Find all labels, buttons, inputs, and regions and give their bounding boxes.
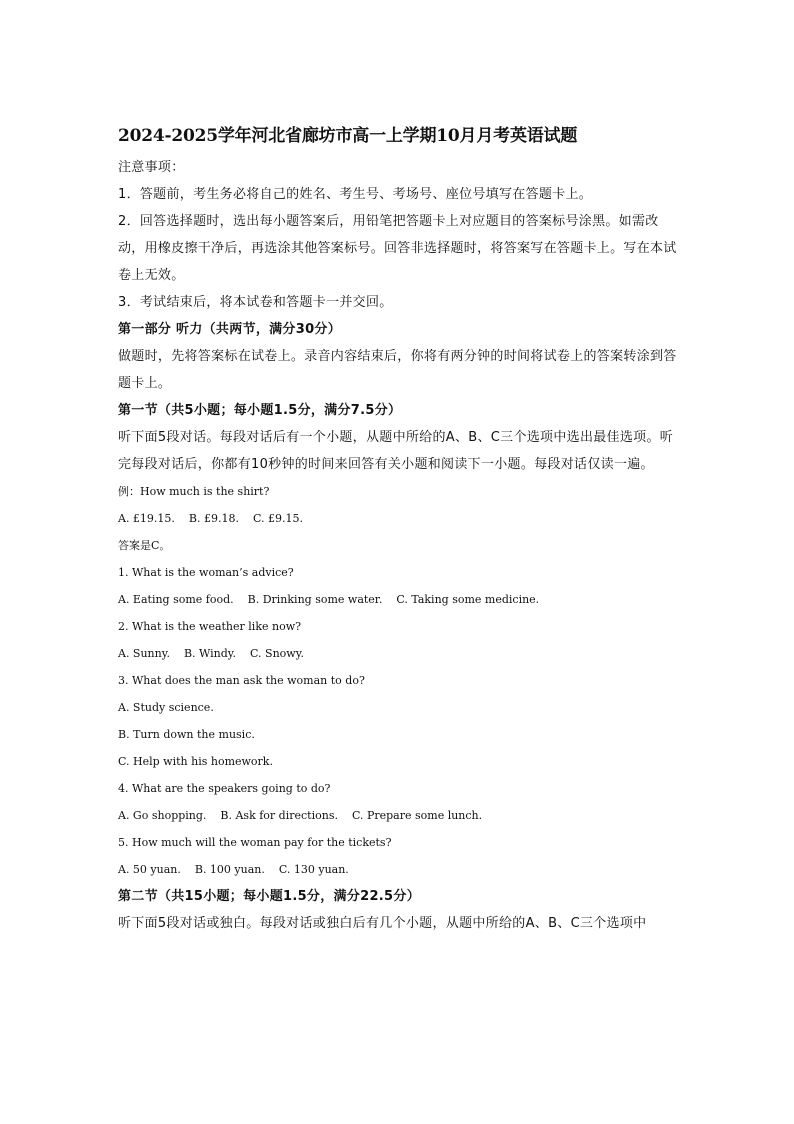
part1-heading: 第一部分 听力（共两节，满分30分） bbox=[118, 322, 342, 337]
question-5-options: A. 50 yuan. B. 100 yuan. C. 130 yuan. bbox=[118, 863, 349, 876]
question-3: 3. What does the man ask the woman to do? bbox=[118, 674, 365, 687]
notice-item-1: 1．答题前，考生务必将自己的姓名、考生号、考场号、座位号填写在答题卡上。 bbox=[118, 187, 593, 202]
question-3-option-a: A. Study science. bbox=[118, 701, 214, 714]
exam-page bbox=[118, 124, 682, 937]
example-answer: 答案是C。 bbox=[118, 539, 171, 552]
section1-heading: 第一节（共5小题；每小题1.5分，满分7.5分） bbox=[118, 403, 402, 418]
section2-heading: 第二节（共15小题；每小题1.5分，满分22.5分） bbox=[118, 889, 420, 904]
question-2-options: A. Sunny. B. Windy. C. Snowy. bbox=[118, 647, 304, 660]
question-5: 5. How much will the woman pay for the tickets? bbox=[118, 836, 392, 849]
section1-instructions: 听下面5段对话。每段对话后有一个小题，从题中所给的A、B、C三个选项中选出最佳选项。听完每段对话后，你都有10秒钟的时间来回答有关小题和阅读下一小题。每段对话仅读一遍。 bbox=[118, 430, 674, 472]
question-4-options: A. Go shopping. B. Ask for directions. C. Prepare some lunch. bbox=[118, 809, 483, 822]
question-3-option-c: C. Help with his homework. bbox=[118, 755, 273, 768]
notice-heading: 注意事项： bbox=[118, 160, 185, 175]
section2-instructions: 听下面5段对话或独白。每段对话或独白后有几个小题，从题中所给的A、B、C三个选项中 bbox=[118, 916, 647, 931]
question-3-option-b: B. Turn down the music. bbox=[118, 728, 255, 741]
exam-title: 2024-2025学年河北省廊坊市高一上学期10月月考英语试题 bbox=[118, 126, 578, 146]
notice-item-3: 3．考试结束后，将本试卷和答题卡一并交回。 bbox=[118, 295, 393, 310]
example-options: A. £19.15. B. £9.18. C. £9.15. bbox=[118, 512, 303, 525]
question-4: 4. What are the speakers going to do? bbox=[118, 782, 331, 795]
question-1-options: A. Eating some food. B. Drinking some water. C. Taking some medicine. bbox=[118, 593, 540, 606]
example-question: 例：How much is the shirt? bbox=[118, 485, 270, 498]
question-2: 2. What is the weather like now? bbox=[118, 620, 302, 633]
notice-item-2: 2．回答选择题时，选出每小题答案后，用铅笔把答题卡上对应题目的答案标号涂黑。如需改动，用橡皮擦干净后，再选涂其他答案标号。回答非选择题时，将答案写在答题卡上。写在本试卷上无效。 bbox=[118, 214, 677, 283]
question-1: 1. What is the woman’s advice? bbox=[118, 566, 294, 579]
part1-instructions: 做题时，先将答案标在试卷上。录音内容结束后，你将有两分钟的时间将试卷上的答案转涂到答题卡上。 bbox=[118, 349, 677, 391]
